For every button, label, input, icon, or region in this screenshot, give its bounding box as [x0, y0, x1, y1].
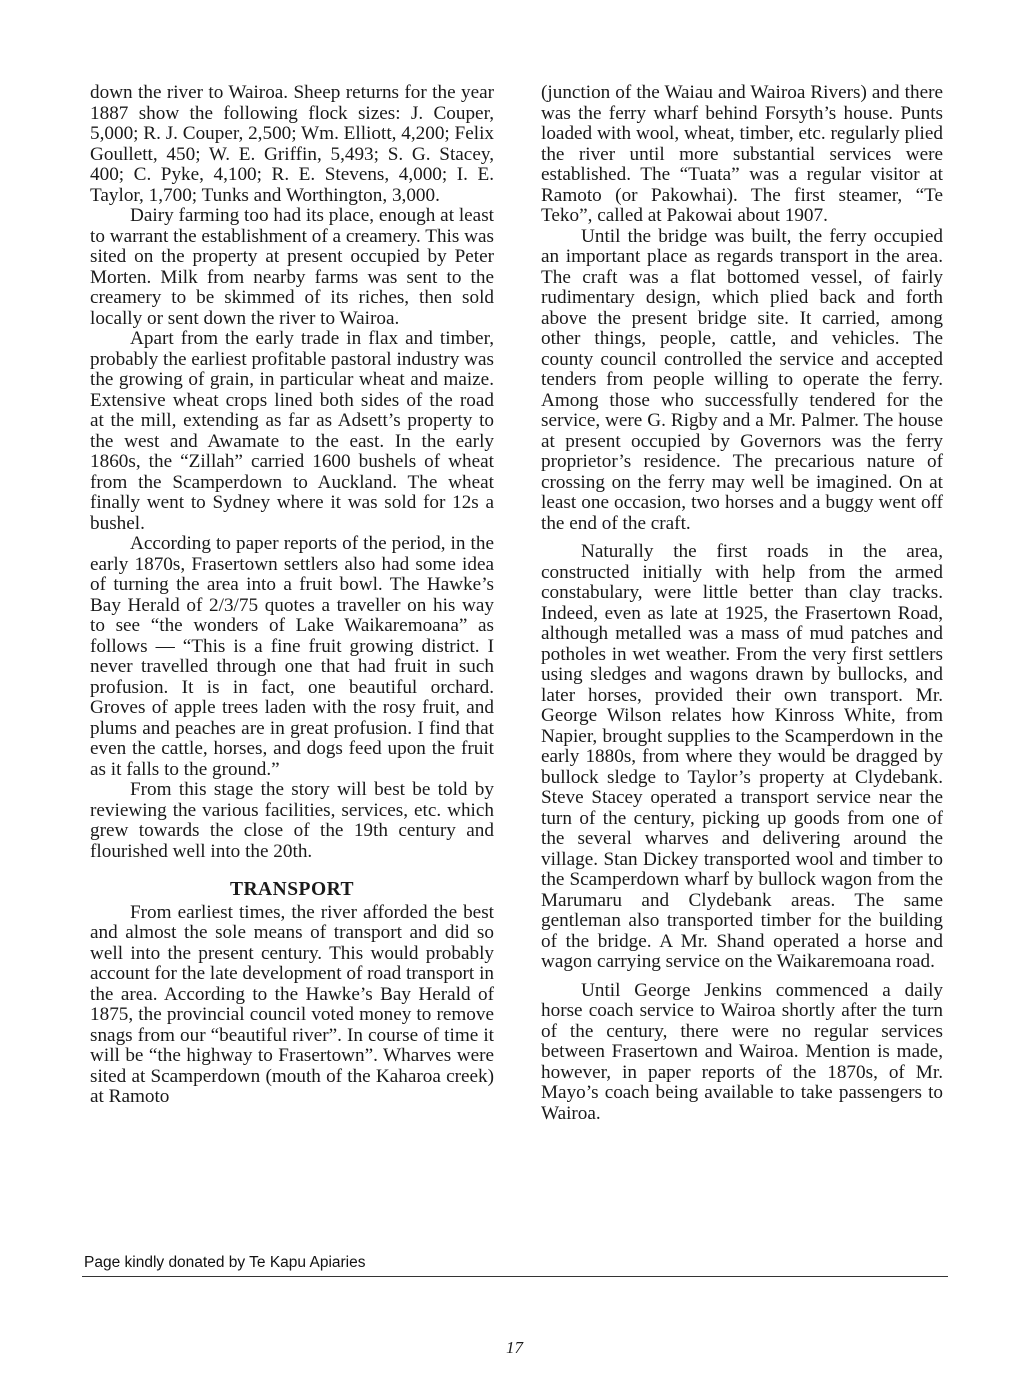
left-column — [90, 83, 494, 1108]
paragraph-fruit: According to paper reports of the period, in the early 1870s, Frasertown settlers also had some idea of turning the area into a fruit bowl. The Hawke’s Bay Herald of 2/3/75 quotes a traveller on his way to see “the wonders of Lake Waikaremoana” as follows — “This is a fine fruit growing district. I never travelled through one that had fruit in such profusion. It is in fact, one beautiful orchard. Groves of apple trees laden with the rosy fruit, and plums and peaches are in great profusion. I find that even the cattle, horses, and dogs feed upon the fruit as it falls to the ground.” — [90, 533, 494, 780]
paragraph-roads: Naturally the first roads in the area, constructed initially with help from the armed constabulary, were little better than clay tracks. Indeed, even as late at 1925, the Frasertown Road, although metalled was a mass of mud patches and potholes in wet weather. From the very first settlers using sledges and wagons drawn by bullocks, and later horses, provided their own transport. Mr. George Wilson relates how Kinross White, from Napier, brought supplies to the Scamperdown in the early 1880s, from where they would be dragged by bullock sledge to Taylor’s property at Clydebank. Steve Stacey operated a transport service near the turn of the century, picking up goods from one of the several wharves and delivering around the village. Stan Dickey transported wool and timber to the Scamperdown wharf by bullock wagon from the Marumaru and Clydebank areas. The same gentleman also transported timber for the building of the bridge. A Mr. Shand operated a horse and wagon carrying service on the Waikaremoana road. — [541, 541, 943, 972]
paragraph-grain: Apart from the early trade in flax and timber, probably the earliest profitable pastoral industry was the growing of grain, in particular wheat and maize. Extensive wheat crops lined both sides of the road at the mill, extending as far as Adsett’s property to the west and Awamate to the east. In the early 1860s, the “Zillah” carried 1600 bushels of wheat from the Scamperdown to Auckland. The wheat finally went to Sydney where it was sold for 12s a bushel. — [90, 328, 494, 534]
paragraph-sheep-returns: down the river to Wairoa. Sheep returns for the year 1887 show the following flock sizes: J. Couper, 5,000; R. J. Couper, 2,500; Wm. Elliott, 4,200; Felix Goullett, 450; W. E. Griffin, 5,493; S. G. Stacey, 400; C. Pyke, 4,100; R. E. Stevens, 4,000; I. E. Taylor, 1,700; Tunks and Worthington, 3,000. — [90, 82, 494, 206]
page-number: 17 — [506, 1338, 523, 1357]
paragraph-coach-service: Until George Jenkins commenced a daily horse coach service to Wairoa shortly after the turn of the century, there were no regular services between Frasertown and Wairoa. Mention is made, however, in paper reports of the 1870s, of Mr. Mayo’s coach being available to take passengers to Wairoa. — [541, 979, 943, 1124]
paragraph-ferry: Until the bridge was built, the ferry occupied an important place as regards transport in the area. The craft was a flat bottomed vessel, of fairly rudimentary design, which plied back and forth above the present bridge site. It carried, among other things, people, cattle, and vehicles. The county council controlled the service and accepted tenders from people willing to operate the ferry. Among those who successfully tendered for the service, were G. Rigby and a Mr. Palmer. The house at present occupied by Governors was the ferry proprietor’s residence. The precarious nature of crossing on the ferry may well be imagined. On at least one occasion, two horses and a buggy went off the end of the craft. — [541, 225, 943, 534]
page-credit: Page kindly donated by Te Kapu Apiaries — [84, 1254, 366, 1271]
footer-divider — [82, 1276, 948, 1277]
paragraph-facilities: From this stage the story will best be told by reviewing the various facilities, services, etc. which grew towards the close of the 19th century and flourished well into the 20th. — [90, 779, 494, 862]
paragraph-dairy-farming: Dairy farming too had its place, enough at least to warrant the establishment of a creamery. This was sited on the property at present occupied by Peter Morten. Milk from nearby farms was sent to the creamery to be skimmed of its riches, then sold locally or sent down the river to Wairoa. — [90, 205, 494, 329]
paragraph-river-transport: From earliest times, the river afforded the best and almost the sole means of transport and did so well into the present century. This would probably account for the late development of road transport in the area. According to the Hawke’s Bay Herald of 1875, the provincial council voted money to remove snags from our “beautiful river”. In course of time it will be “the highway to Frasertown”. Wharves were sited at Scamperdown (mouth of the Kaharoa creek) at Ramoto — [90, 901, 494, 1107]
paragraph-wharves: (junction of the Waiau and Wairoa Rivers) and there was the ferry wharf behind Forsyth’s house. Punts loaded with wool, wheat, timber, etc. regularly plied the river until more substantial services were established. The “Tuata” was a regular visitor at Ramoto (or Pakowhai). The first steamer, “Te Teko”, called at Pakowai about 1907. — [541, 82, 943, 226]
section-heading-transport: TRANSPORT — [229, 879, 355, 900]
right-column — [541, 83, 943, 1124]
